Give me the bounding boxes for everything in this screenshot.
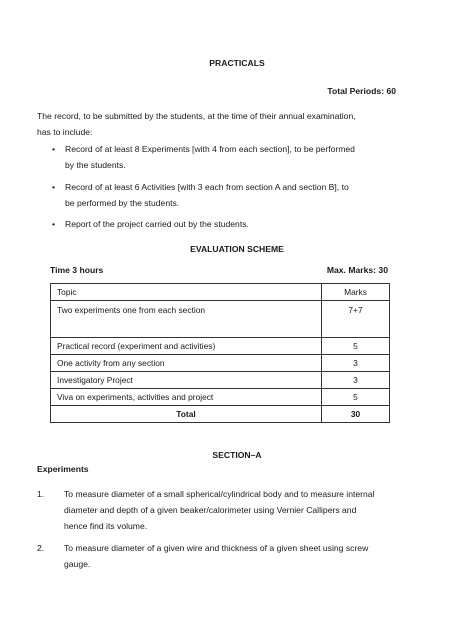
bullet-list bbox=[52, 141, 392, 238]
intro-line-2: has to include: bbox=[37, 127, 93, 137]
experiment-line: To measure diameter of a small spherical/cylindrical body and to measure internal bbox=[64, 489, 375, 499]
bullet-item bbox=[52, 179, 392, 211]
experiment-line: diameter and depth of a given beaker/calorimeter using Vernier Callipers and bbox=[64, 505, 357, 515]
table-row bbox=[51, 301, 390, 338]
total-label: Total bbox=[51, 406, 322, 423]
bullet-line: • Record of at least 6 Activities [with 3 each from section A and section B], to bbox=[65, 181, 349, 192]
row-topic: Viva on experiments, activities and project bbox=[51, 389, 322, 406]
evaluation-table bbox=[50, 283, 390, 423]
evaluation-heading: EVALUATION SCHEME bbox=[190, 244, 284, 254]
experiment-item bbox=[37, 540, 387, 572]
experiment-number: 2. bbox=[37, 543, 45, 553]
bullet-line: • Record of at least 8 Experiments [with 4 from each section], to be performed bbox=[65, 144, 355, 154]
experiments-heading: Experiments bbox=[37, 464, 89, 474]
bullet-line: • Report of the project carried out by the students. bbox=[65, 219, 249, 229]
table-row bbox=[51, 355, 390, 372]
row-topic: Investigatory Project bbox=[51, 372, 322, 389]
total-periods: Total Periods: 60 bbox=[327, 86, 396, 96]
table-total-row bbox=[51, 406, 390, 423]
bullet-line: by the students. bbox=[65, 160, 126, 170]
section-a-heading: SECTION–A bbox=[212, 450, 262, 460]
bullet-item bbox=[52, 141, 392, 173]
row-marks: 3 bbox=[322, 355, 390, 372]
experiment-line: hence find its volume. bbox=[64, 521, 148, 531]
max-marks-label: Max. Marks: 30 bbox=[326, 265, 388, 275]
intro-line-1: The record, to be submitted by the students, at the time of their annual examination, bbox=[37, 111, 356, 121]
experiment-line: gauge. bbox=[64, 559, 91, 569]
header-topic: Topic bbox=[51, 284, 322, 301]
bullet-line: be performed by the students. bbox=[65, 197, 180, 208]
time-label: Time 3 hours bbox=[50, 265, 104, 275]
table-row bbox=[51, 372, 390, 389]
table-row bbox=[51, 389, 390, 406]
bullet-item bbox=[52, 216, 392, 232]
row-marks: 5 bbox=[322, 338, 390, 355]
table-row bbox=[51, 338, 390, 355]
experiment-item bbox=[37, 486, 387, 534]
experiment-number: 1. bbox=[37, 489, 45, 499]
row-topic: One activity from any section bbox=[51, 355, 322, 372]
row-marks: 5 bbox=[322, 389, 390, 406]
experiments-list bbox=[37, 486, 387, 578]
total-marks: 30 bbox=[322, 406, 390, 423]
row-topic: Two experiments one from each section bbox=[51, 301, 322, 338]
header-marks: Marks bbox=[322, 284, 390, 301]
row-marks: 7+7 bbox=[322, 301, 390, 338]
experiment-line: To measure diameter of a given wire and thickness of a given sheet using screw bbox=[64, 543, 369, 553]
row-marks: 3 bbox=[322, 372, 390, 389]
row-topic: Practical record (experiment and activities) bbox=[51, 338, 322, 355]
table-header-row bbox=[51, 284, 390, 301]
intro-paragraph bbox=[37, 108, 397, 140]
practicals-heading: PRACTICALS bbox=[209, 58, 265, 68]
